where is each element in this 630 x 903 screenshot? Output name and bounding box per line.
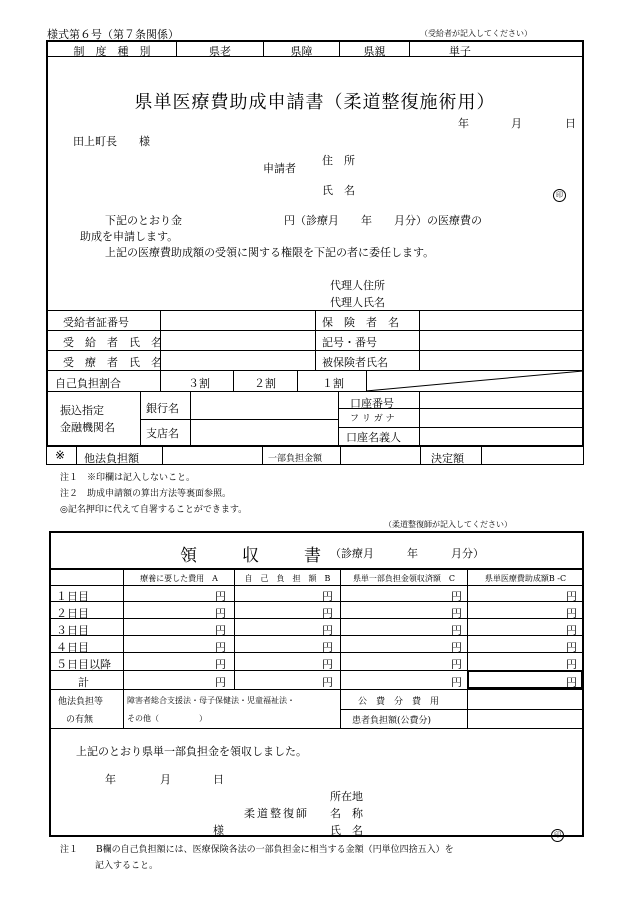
business-name-label: 名 称	[330, 807, 363, 820]
system-option-kenrou[interactable]: 県老	[209, 45, 231, 58]
note1-line3: ◎記名押印に代えて自署することができます。	[60, 505, 248, 515]
received-text: 上記のとおり県単一部負担金を領収しました。	[76, 745, 307, 758]
recipient-instruction: （受給者が記入してください）	[420, 29, 532, 38]
yen-c2: 円	[451, 607, 462, 620]
form-number: 様式第６号（第７条関係）	[47, 28, 179, 41]
body-line2: 助成を申請します。	[80, 230, 179, 243]
receipt-period: （診療月 年 月分）	[330, 547, 484, 560]
recipient-name-label: 受 給 者 氏 名	[63, 336, 162, 349]
yen-bc2: 円	[566, 607, 577, 620]
yen-a5: 円	[215, 658, 226, 671]
mark-symbol: ※	[55, 448, 66, 462]
copay-ratio-label: 自己負担割合	[55, 377, 121, 390]
practitioner-seal-icon: 印	[551, 822, 564, 842]
body-line3: 上記の医療費助成額の受領に関する権限を下記の者に委任します。	[105, 246, 435, 259]
body-line1-a: 下記のとおり金	[105, 214, 182, 227]
practitioner-label: 柔道整復師	[244, 807, 309, 820]
yen-c4: 円	[451, 641, 462, 654]
insured-name-label: 被保険者氏名	[322, 356, 388, 369]
note2-line2: 記入すること。	[95, 861, 159, 871]
note2-line1: 注１ B欄の自己負担額には、医療保険各法の一部負担金に相当する金額（円単位四捨五入）を	[60, 845, 454, 855]
receipt-date-day: 日	[213, 773, 224, 786]
cert-number-label: 受給者証番号	[63, 316, 129, 329]
applicant-label: 申請者	[263, 162, 296, 175]
receipt-title: 領 収 書	[180, 546, 335, 566]
account-number-label: 口座番号	[350, 397, 394, 410]
yen-bc3: 円	[566, 624, 577, 637]
other-law-desc1: 障害者総合支援法・母子保健法・児童福祉法・	[127, 696, 295, 705]
row-day2: ２日目	[56, 607, 89, 620]
patient-cost-label: 患者負担額(公費分)	[352, 716, 432, 726]
name-label: 氏 名	[322, 184, 355, 197]
receipt-date-year: 年	[105, 773, 116, 786]
location-label: 所在地	[330, 790, 363, 803]
yen-a2: 円	[215, 607, 226, 620]
other-law-label: 他法負担額	[84, 452, 139, 465]
public-cost-label: 公 費 分 費 用	[358, 697, 440, 707]
practitioner-instruction: （柔道整復師が記入してください）	[384, 520, 512, 529]
col-a-header: 療養に要した費用 A	[140, 574, 218, 583]
receipt-date-month: 月	[160, 773, 171, 786]
ratio-2[interactable]: ２割	[254, 377, 276, 390]
yen-c-total: 円	[451, 676, 462, 689]
note1-line1: 注１ ※印欄は記入しないこと。	[60, 473, 196, 483]
symbol-number-label: 記号・番号	[322, 336, 377, 349]
practitioner-name-label: 氏 名	[330, 824, 363, 837]
yen-b5: 円	[322, 658, 333, 671]
other-law-line2: の有無	[66, 715, 94, 725]
yen-c3: 円	[451, 624, 462, 637]
yen-b2: 円	[322, 607, 333, 620]
addressee: 田上町長 様	[73, 135, 150, 148]
row-day4: ４日目	[56, 641, 89, 654]
yen-b1: 円	[322, 590, 333, 603]
yen-a3: 円	[215, 624, 226, 637]
furigana-label: フ リ ガ ナ	[350, 414, 395, 424]
row-day1: １日目	[56, 590, 89, 603]
ratio-3[interactable]: ３割	[188, 377, 210, 390]
yen-b3: 円	[322, 624, 333, 637]
system-option-tanshi[interactable]: 単子	[449, 45, 471, 58]
col-c-header: 県単一部負担金領収済額 C	[352, 574, 456, 583]
bank-label-2: 金融機関名	[60, 421, 115, 434]
yen-a1: 円	[215, 590, 226, 603]
yen-b-total: 円	[322, 676, 333, 689]
system-type-label: 制 度 種 別	[73, 45, 151, 58]
branch-name-label: 支店名	[146, 427, 179, 440]
yen-bc1: 円	[566, 590, 577, 603]
yen-c1: 円	[451, 590, 462, 603]
agent-name-label: 代理人氏名	[330, 296, 385, 309]
agent-address-label: 代理人住所	[330, 279, 385, 292]
yen-bc4: 円	[566, 641, 577, 654]
yen-a4: 円	[215, 641, 226, 654]
row-day3: ３日目	[56, 624, 89, 637]
decision-label: 決定額	[431, 452, 464, 465]
row-total: 計	[78, 676, 89, 689]
address-label: 住 所	[322, 154, 355, 167]
yen-a-total: 円	[215, 676, 226, 689]
yen-bc5: 円	[566, 658, 577, 671]
col-bc-header: 県単医療費助成額B -C	[484, 574, 567, 583]
yen-c5: 円	[451, 658, 462, 671]
honorific: 様	[213, 824, 224, 837]
date-day: 日	[565, 117, 576, 130]
insurer-label: 保 険 者 名	[322, 316, 399, 329]
bank-label-1: 振込指定	[60, 404, 104, 417]
account-holder-label: 口座名義人	[346, 431, 401, 444]
applicant-seal-icon: 印	[553, 182, 566, 202]
body-line1-b: 円（診療月 年 月分）の医療費の	[284, 214, 482, 227]
ratio-strike-line	[366, 371, 583, 391]
system-option-kenshin[interactable]: 県親	[363, 45, 386, 58]
yen-bc-total: 円	[566, 676, 577, 689]
ratio-1[interactable]: １割	[322, 377, 344, 390]
yen-b4: 円	[322, 641, 333, 654]
other-law-line1: 他法負担等	[58, 697, 104, 707]
application-title: 県単医療費助成申請書（柔道整復施術用）	[134, 92, 496, 113]
col-b-header: 自 己 負 担 額 B	[244, 574, 331, 583]
date-year: 年	[458, 117, 469, 130]
other-law-desc2: その他（ ）	[127, 714, 207, 723]
note1-line2: 注２ 助成申請額の算出方法等裏面参照。	[60, 489, 232, 499]
patient-name-label: 受 療 者 氏 名	[63, 356, 162, 369]
row-day5: ５日目以降	[56, 658, 111, 671]
bank-name-label: 銀行名	[146, 402, 179, 415]
system-option-kenshou[interactable]: 県障	[290, 45, 313, 58]
date-month: 月	[511, 117, 522, 130]
partial-copay-label: 一部負担金額	[268, 454, 323, 464]
